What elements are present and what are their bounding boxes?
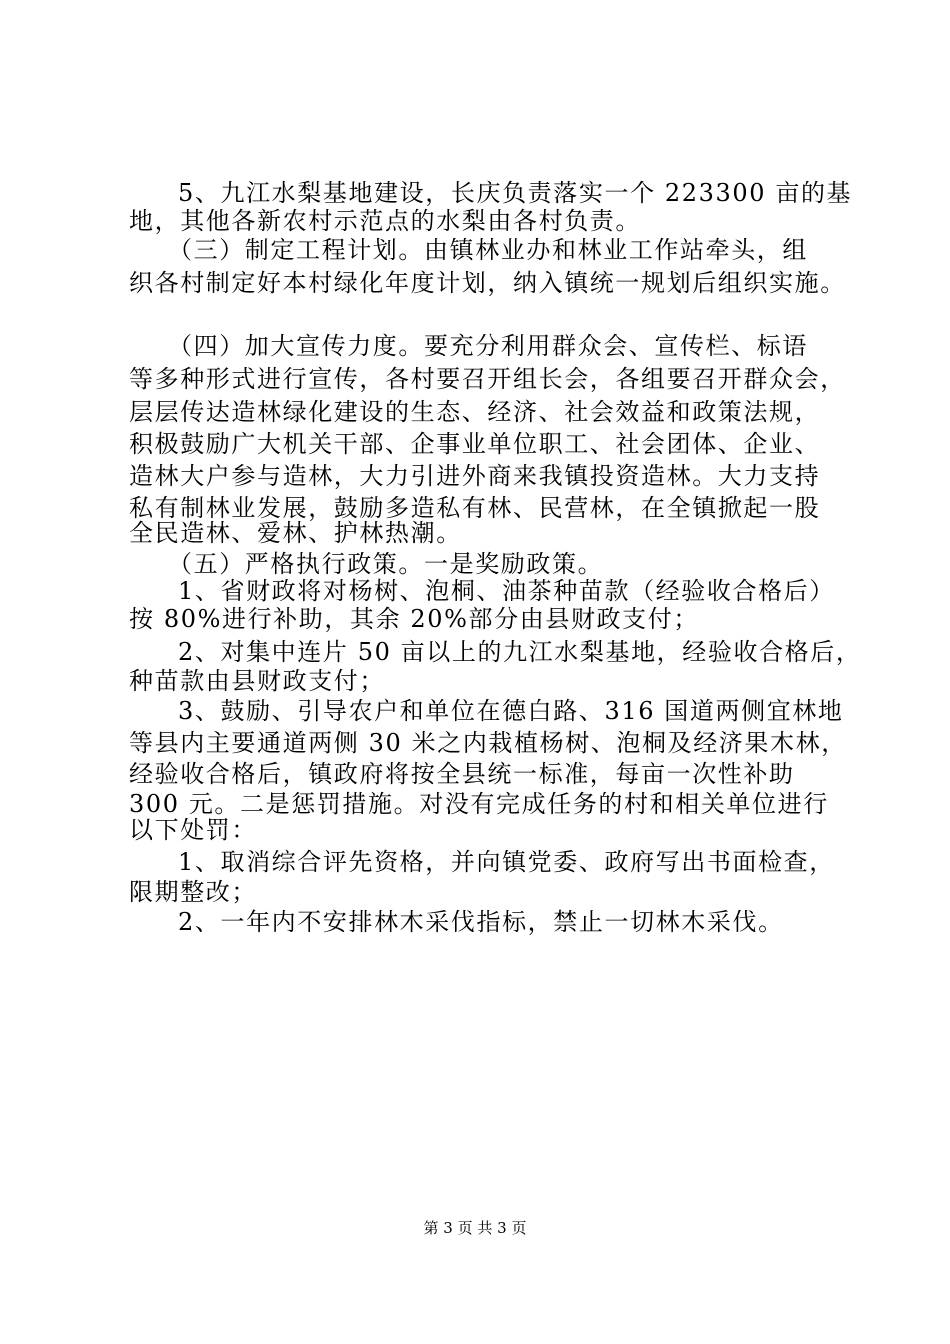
paragraph-line-22: 1、取消综合评先资格，并向镇党委、政府写出书面检查， [178,848,835,876]
paragraph-line-20: 300 元。二是惩罚措施。对没有完成任务的村和相关单位进行 [129,790,829,818]
paragraph-line-21: 以下处罚： [129,816,257,844]
paragraph-line-19: 经验收合格后，镇政府将按全县统一标准，每亩一次性补助 [129,760,795,788]
paragraph-line-9: 造林大户参与造林，大力引进外商来我镇投资造林。大力支持 [129,462,821,490]
paragraph-line-16: 种苗款由县财政支付； [129,667,385,695]
paragraph-line-11: 全民造林、爱林、护林热潮。 [129,519,462,547]
paragraph-line-7: 层层传达造林绿化建设的生态、经济、社会效益和政策法规， [129,398,821,426]
paragraph-line-1: 5、九江水梨基地建设，长庆负责落实一个 223300 亩的基 [178,179,853,207]
paragraph-line-8: 积极鼓励广大机关干部、企事业单位职工、社会团体、企业、 [129,430,821,458]
paragraph-line-24: 2、一年内不安排林木采伐指标，禁止一切林木采伐。 [178,908,784,936]
paragraph-line-6: 等多种形式进行宣传，各村要召开组长会，各组要召开群众会， [129,365,846,393]
paragraph-line-2: 地，其他各新农村示范点的水梨由各村负责。 [129,207,641,235]
paragraph-line-10: 私有制林业发展，鼓励多造私有林、民营林，在全镇掀起一股 [129,494,821,522]
paragraph-line-14: 按 80%进行补助，其余 20%部分由县财政支付； [129,605,699,633]
paragraph-line-18: 等县内主要通道两侧 30 米之内栽植杨树、泡桐及经济果木林， [129,729,847,757]
paragraph-line-17: 3、鼓励、引导农户和单位在德白路、316 国道两侧宜林地 [178,697,844,725]
paragraph-line-3: （三）制定工程计划。由镇林业办和林业工作站牵头，组 [168,236,808,264]
paragraph-line-23: 限期整改； [129,878,257,906]
paragraph-line-15: 2、对集中连片 50 亩以上的九江水梨基地，经验收合格后， [178,638,862,666]
paragraph-line-12: （五）严格执行政策。一是奖励政策。 [168,550,604,578]
page-number-footer: 第 3 页 共 3 页 [423,1219,527,1237]
paragraph-line-5: （四）加大宣传力度。要充分利用群众会、宣传栏、标语 [168,332,808,360]
paragraph-line-13: 1、省财政将对杨树、泡桐、油茶种苗款（经验收合格后） [178,577,835,605]
paragraph-line-4: 织各村制定好本村绿化年度计划，纳入镇统一规划后组织实施。 [129,269,846,297]
